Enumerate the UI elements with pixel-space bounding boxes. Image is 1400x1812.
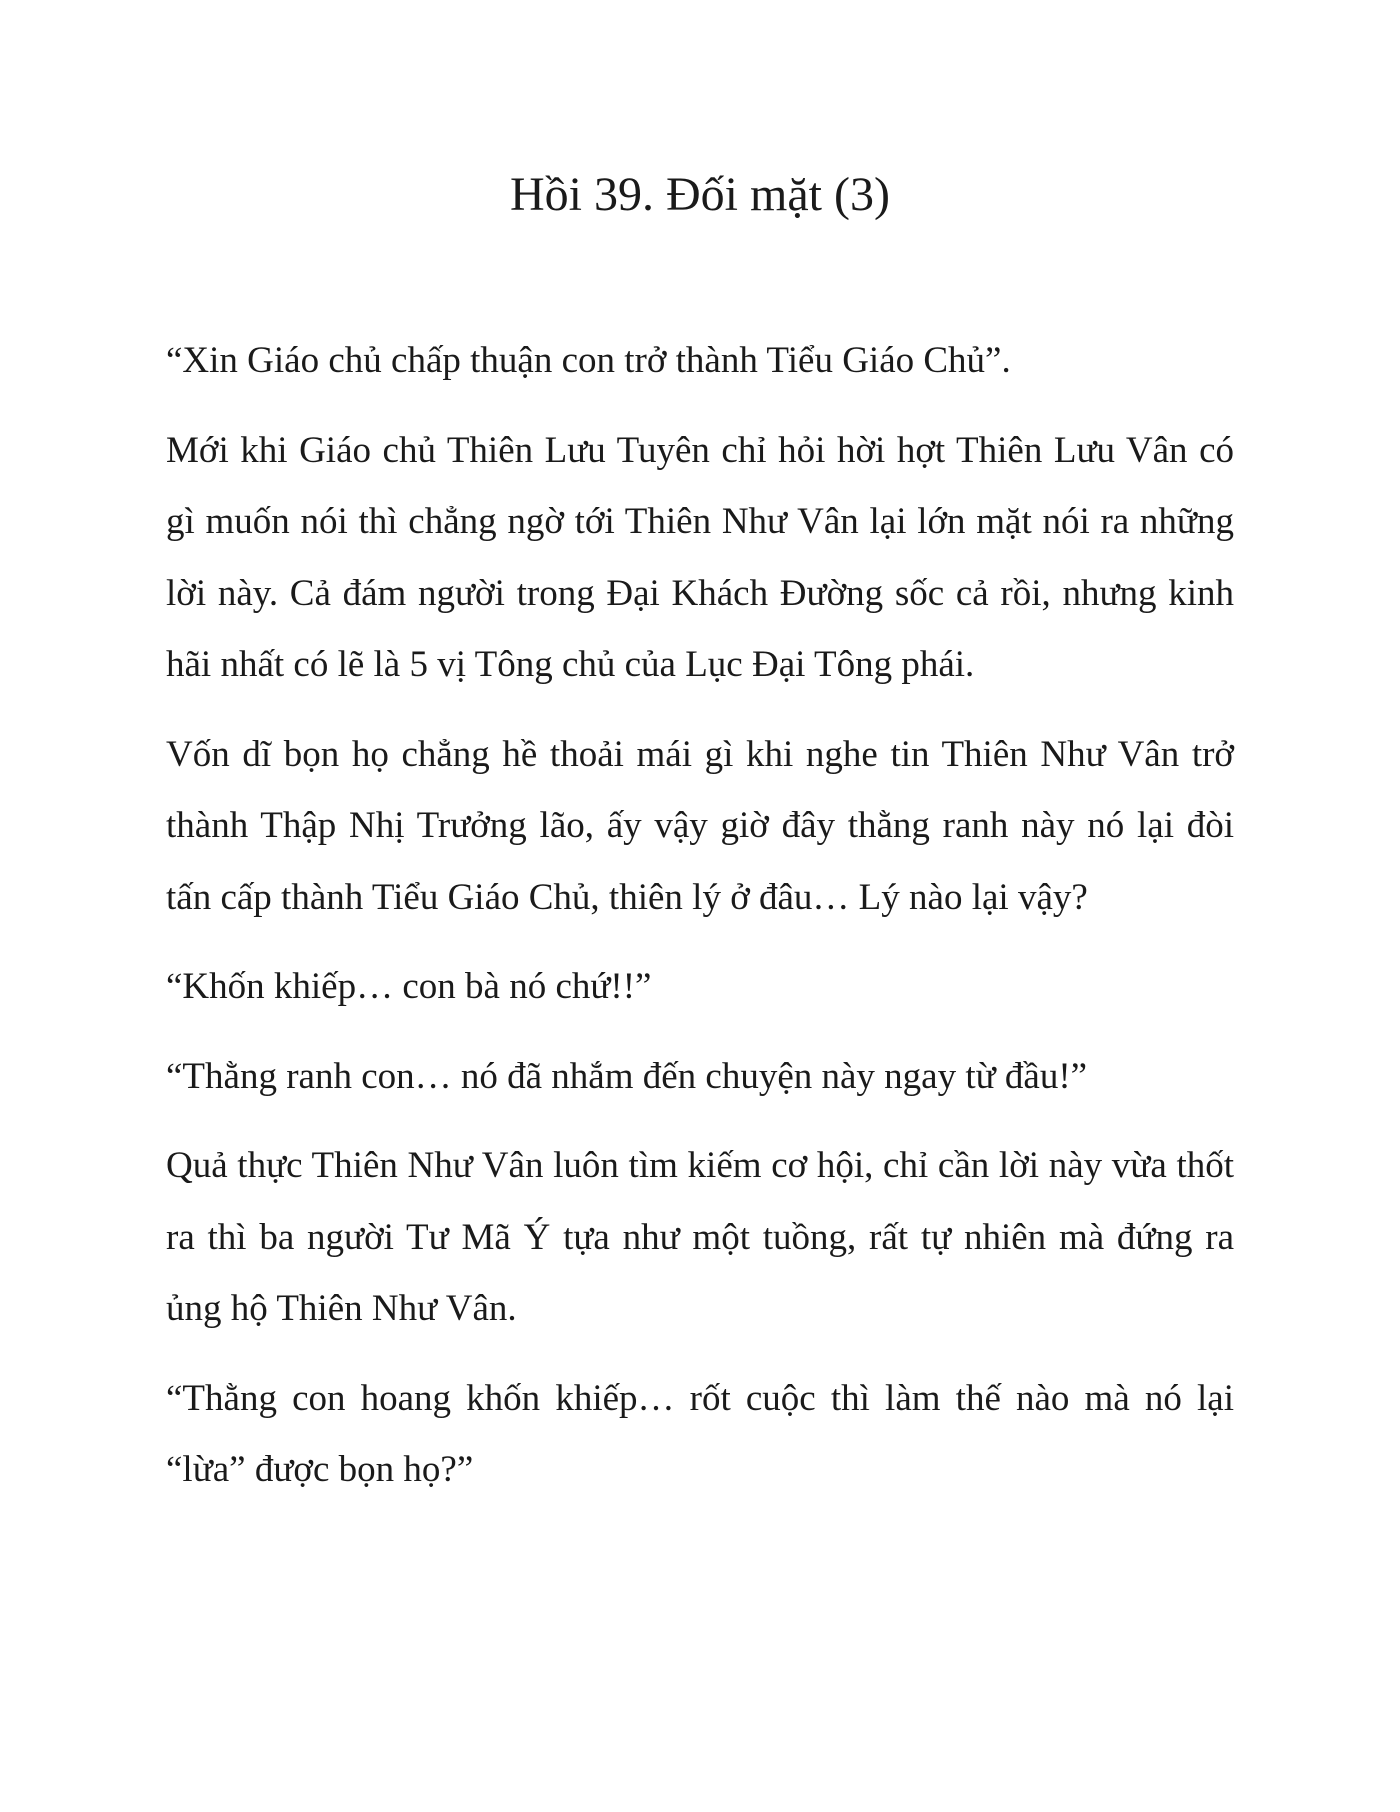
paragraph: “Khốn khiếp… con bà nó chứ!!”: [166, 966, 652, 1007]
paragraph: “Thằng con hoang khốn khiếp… rốt cuộc thì làm thế nào mà nó lại “lừa” được bọn họ?”: [166, 1377, 1234, 1490]
paragraph: Quả thực Thiên Như Vân luôn tìm kiếm cơ hội, chỉ cần lời này vừa thốt ra thì ba người Tư Mã Ý tựa như một tuồng, rất tự nhiên mà đứng ra ủng hộ Thiên Như Vân.: [166, 1145, 1234, 1329]
paragraph: “Thằng ranh con… nó đã nhắm đến chuyện này ngay từ đầu!”: [166, 1055, 1088, 1097]
paragraph: Vốn dĩ bọn họ chẳng hề thoải mái gì khi nghe tin Thiên Như Vân trở thành Thập Nhị Trưởng lão, ấy vậy giờ đây thằng ranh này nó lại đòi tấn cấp thành Tiểu Giáo Chủ, thiên lý ở đâu… Lý nào lại vậy?: [166, 733, 1234, 918]
chapter-body: [166, 325, 1234, 1524]
paragraph: Mới khi Giáo chủ Thiên Lưu Tuyên chỉ hỏi hời hợt Thiên Lưu Vân có gì muốn nói thì chẳng ngờ tới Thiên Như Vân lại lớn mặt nói ra những lời này. Cả đám người trong Đại Khách Đường sốc cả rồi, nhưng kinh hãi nhất có lẽ là 5 vị Tông chủ của Lục Đại Tông phái.: [166, 429, 1234, 685]
paragraph: “Xin Giáo chủ chấp thuận con trở thành Tiểu Giáo Chủ”.: [166, 340, 1011, 381]
chapter-title: Hồi 39. Đối mặt (3): [510, 168, 890, 221]
